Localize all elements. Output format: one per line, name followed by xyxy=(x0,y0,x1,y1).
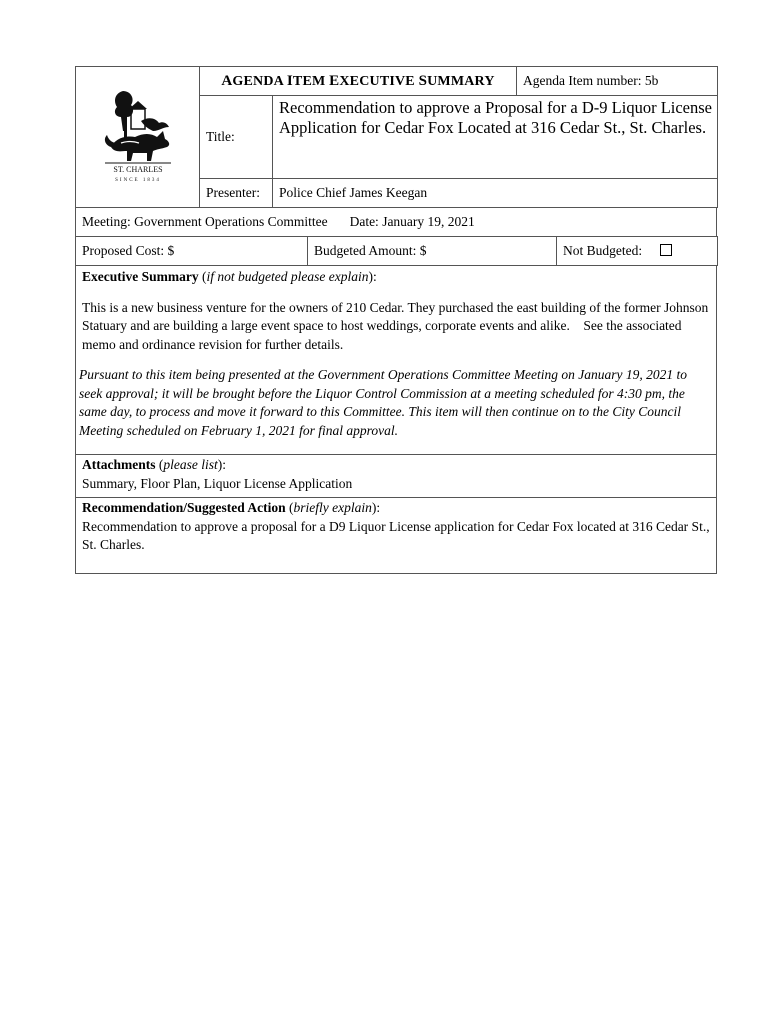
recommendation-text: Recommendation to approve a proposal for a D9 Liquor License application for Cedar Fox located at 316 Cedar St., St. Charles. xyxy=(82,518,710,552)
city-logo-cell xyxy=(76,67,200,208)
not-budgeted xyxy=(557,237,718,266)
title-label: Title: xyxy=(200,96,273,179)
presenter-label: Presenter: xyxy=(200,179,273,208)
presenter-value: Police Chief James Keegan xyxy=(273,179,718,208)
meeting-row xyxy=(76,208,717,237)
attachments-section xyxy=(76,455,717,498)
cost-table xyxy=(75,236,718,266)
meeting-date: Date: January 19, 2021 xyxy=(349,214,475,229)
budgeted-amount: Budgeted Amount: $ xyxy=(308,237,557,266)
title-value: Recommendation to approve a Proposal for a D-9 Liquor License Application for Cedar Fox Located at 316 Cedar St., St. Charles. xyxy=(273,96,718,179)
meeting-text: Meeting: Government Operations Committee xyxy=(82,214,328,229)
agenda-summary-document xyxy=(75,66,717,574)
proposed-cost: Proposed Cost: $ xyxy=(76,237,308,266)
meeting-table xyxy=(75,207,717,237)
executive-summary-paragraph-1: This is a new business venture for the owners of 210 Cedar. They purchased the east building of the former Johnson Statuary and are building a large event space to host weddings, corporate events and alike. See the associated memo and ordinance revision for further details. xyxy=(82,299,712,352)
recommendation-section xyxy=(76,498,717,574)
recommendation-heading: Recommendation/Suggested Action (briefly explain): xyxy=(82,500,381,515)
attachments-list: Summary, Floor Plan, Liquor License Application xyxy=(82,475,353,491)
header-table xyxy=(75,66,718,208)
logo-name-text: ST. CHARLES xyxy=(112,164,163,174)
logo-since-text: SINCE 1834 xyxy=(114,177,161,183)
executive-summary-heading: Executive Summary (if not budgeted please explain): xyxy=(82,269,377,284)
executive-summary-section xyxy=(76,266,717,455)
not-budgeted-label: Not Budgeted: xyxy=(563,243,643,258)
details-table xyxy=(75,265,717,574)
executive-summary-paragraph-2: Pursuant to this item being presented at the Government Operations Committee Meeting on January 19, 2021 to seek approval; it will be brought before the Liquor Control Commission at a meeting scheduled for 4:30 pm, the same day, to process and move it forward to this Committee. This item will then continue on to the City Council Meeting scheduled on February 1, 2021 for final approval. xyxy=(79,367,688,438)
st-charles-fox-logo xyxy=(101,87,175,183)
attachments-heading: Attachments (please list): xyxy=(82,457,226,472)
agenda-item-number: Agenda Item number: 5b xyxy=(517,67,718,96)
not-budgeted-checkbox[interactable] xyxy=(660,244,672,256)
document-heading: AGENDA ITEM EXECUTIVE SUMMARY xyxy=(200,67,517,96)
